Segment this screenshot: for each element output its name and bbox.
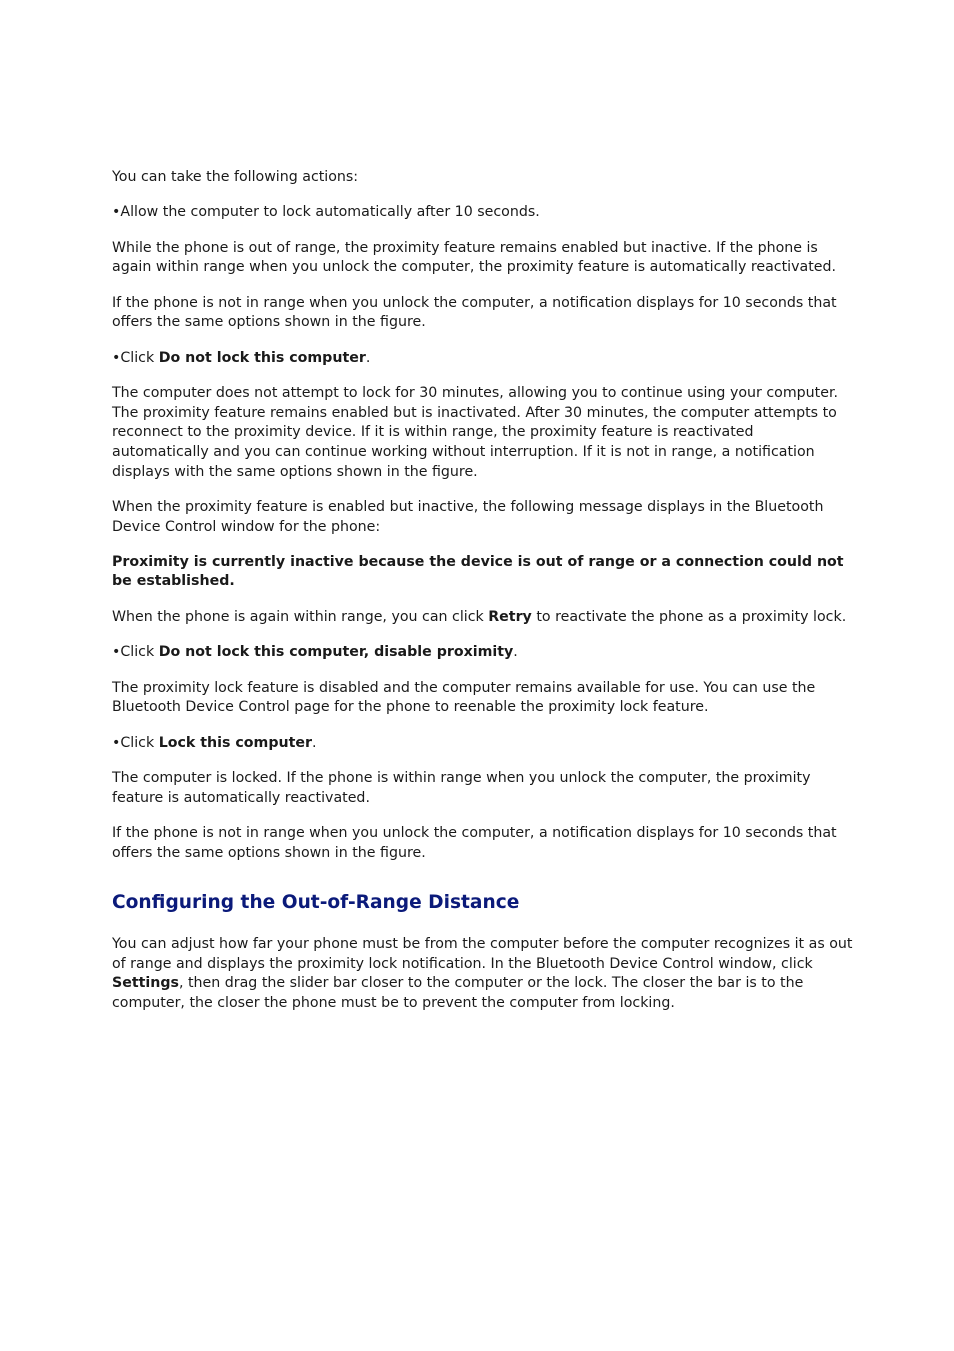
paragraph-disabled: The proximity lock feature is disabled and the computer remains available for use. You can use the Bluetooth Device Control page for the phone to reenable the proximity lock feature. xyxy=(112,679,816,716)
retry-suffix: to reactivate the phone as a proximity lock. xyxy=(531,608,847,625)
document-body xyxy=(112,168,854,1029)
paragraph-retry xyxy=(112,608,854,628)
settings-suffix: , then drag the slider bar closer to the computer or the lock. The closer the bar is to the computer, the closer the phone must be to prevent the computer from locking. xyxy=(112,975,804,1011)
bullet-prefix: •Click xyxy=(112,644,159,661)
intro-paragraph: You can take the following actions: xyxy=(112,169,359,185)
bullet-disable-proximity xyxy=(112,643,854,663)
paragraph-notification-repeat: If the phone is not in range when you unlock the computer, a notification displays for 10 seconds that offers the same options shown in the figure. xyxy=(112,825,837,861)
option-lock-computer: Lock this computer xyxy=(158,734,312,751)
paragraph-thirty-minutes: The computer does not attempt to lock for 30 minutes, allowing you to continue using your computer. The proximity feature remains enabled but is inactivated. After 30 minutes, the computer attempts to reconnect to the proximity device. If it is within range, the proximity feature is reactivated automatically and you can continue working without interruption. If it is not in range, a notification displays with the same options shown in the figure. xyxy=(112,385,838,480)
section-heading: Configuring the Out-of-Range Distance xyxy=(112,892,520,914)
bullet-prefix: •Click xyxy=(112,349,159,366)
bullet-suffix: . xyxy=(312,734,317,751)
paragraph-notification: If the phone is not in range when you unlock the computer, a notification displays for 10 seconds that offers the same options shown in the figure. xyxy=(112,294,837,331)
settings-label: Settings xyxy=(112,975,179,992)
option-do-not-lock: Do not lock this computer xyxy=(158,349,366,366)
bullet-do-not-lock xyxy=(112,349,854,369)
paragraph-adjust-distance xyxy=(112,935,854,1013)
bullet-auto-lock: •Allow the computer to lock automatically after 10 seconds. xyxy=(112,204,540,221)
bullet-lock-computer xyxy=(112,734,854,754)
settings-prefix: You can adjust how far your phone must be from the computer before the computer recognizes it as out of range and displays the proximity lock notification. In the Bluetooth Device Control window, click xyxy=(112,936,853,972)
option-disable-proximity: Do not lock this computer, disable proximity xyxy=(158,644,514,661)
retry-label: Retry xyxy=(488,608,532,625)
bullet-suffix: . xyxy=(365,349,371,366)
paragraph-inactive-message: When the proximity feature is enabled but inactive, the following message displays in the Bluetooth Device Control window for the phone: xyxy=(112,498,824,535)
inactive-message-text: Proximity is currently inactive because the device is out of range or a connection could not be established. xyxy=(112,553,844,590)
retry-prefix: When the phone is again within range, you can click xyxy=(112,608,489,625)
paragraph-out-of-range: While the phone is out of range, the proximity feature remains enabled but inactive. If the phone is again within range when you unlock the computer, the proximity feature is automatically reactivated. xyxy=(112,239,836,276)
bullet-prefix: •Click xyxy=(112,734,159,751)
paragraph-locked: The computer is locked. If the phone is within range when you unlock the computer, the proximity feature is automatically reactivated. xyxy=(112,770,811,806)
bullet-suffix: . xyxy=(513,644,518,661)
